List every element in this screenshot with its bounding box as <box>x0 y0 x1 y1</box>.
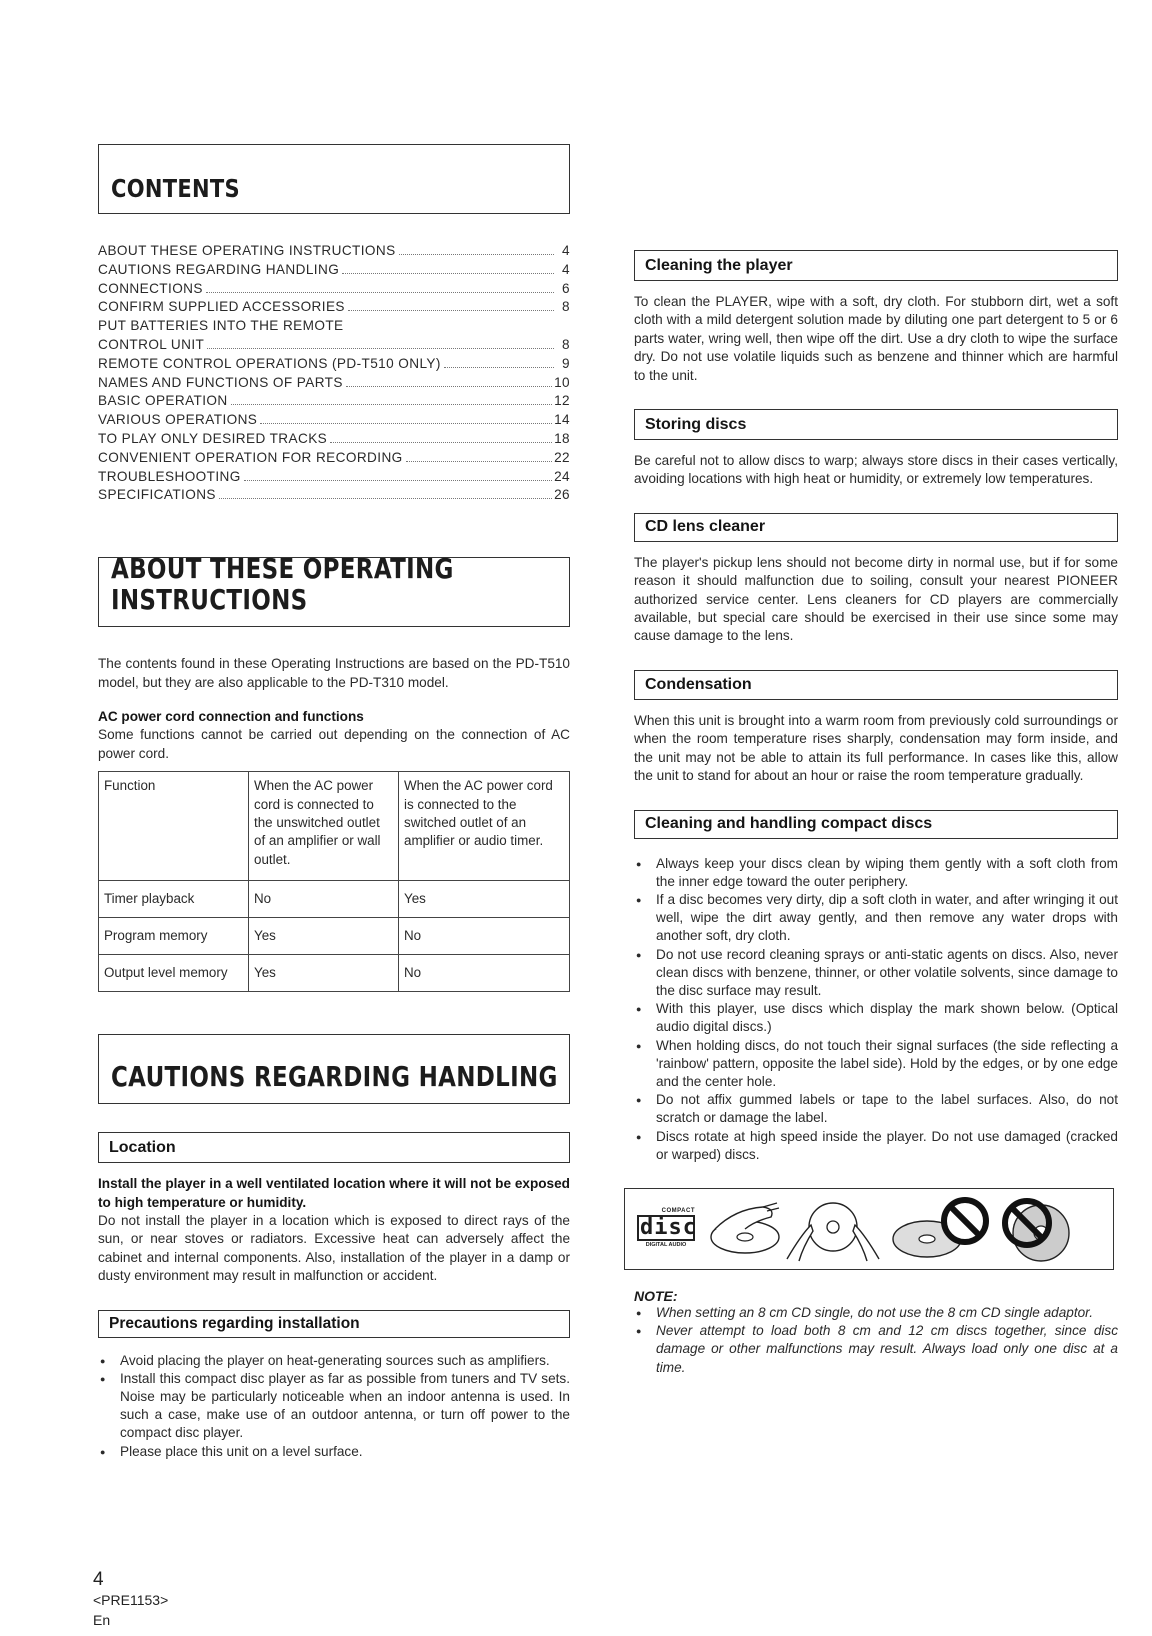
left-column <box>98 144 570 1461</box>
table-header-cell: Function <box>99 772 249 881</box>
toc-item-title: CONTROL UNIT <box>98 336 205 352</box>
list-item: ● Please place this unit on a level surface. <box>98 1443 570 1461</box>
table-header-cell: When the AC power cord is connected to the unswitched outlet of an amplifier or wall outlet. <box>249 772 399 881</box>
list-item: ● When setting an 8 cm CD single, do not use the 8 cm CD single adaptor. <box>634 1304 1118 1322</box>
precautions-title: Precautions regarding installation <box>109 1314 360 1332</box>
cautions-heading-box <box>98 1034 570 1104</box>
logo-main-text: disc <box>637 1215 695 1241</box>
prohibited-label-icon <box>997 1195 1077 1265</box>
toc-item[interactable] <box>98 298 570 317</box>
table-cell: No <box>399 955 570 992</box>
hands-holding-disc-icon <box>783 1195 883 1265</box>
handling-list <box>634 855 1118 1164</box>
about-intro: The contents found in these Operating Instructions are based on the PD-T510 model, but they are also applicable to the PD-T310 model. <box>98 656 570 690</box>
condensation-text: When this unit is brought into a warm room from previously cold surroundings or when the room temperature rises sharply, condensation may form inside, and the unit may not be able to attain its full performance. In cases like this, allow the unit to stand for about an hour or raise the room temperature gradually. <box>634 712 1118 784</box>
list-item: ● Do not affix gummed labels or tape to the label surfaces. Also, do not scratch or damage the label. <box>634 1091 1118 1127</box>
language-code: En <box>93 1612 111 1628</box>
toc-item-title: PUT BATTERIES INTO THE REMOTE <box>98 318 344 334</box>
toc-item[interactable] <box>98 374 570 393</box>
table-cell: Output level memory <box>99 955 249 992</box>
toc-item-page: 18 <box>554 430 570 446</box>
table-row <box>99 955 570 992</box>
table-cell: Yes <box>399 881 570 918</box>
prohibited-touch-icon <box>887 1195 997 1265</box>
toc-item-page: 4 <box>562 261 570 277</box>
toc-item-title: CONFIRM SUPPLIED ACCESSORIES <box>98 299 345 315</box>
lens-text: The player's pickup lens should not become dirty in normal use, but if for some reason it should malfunction due to soiling, consult your nearest PIONEER authorized service center. Lens cleaners for CD players are commercially available, but special care should be exercised in their use since some may cause damage to the lens. <box>634 554 1118 644</box>
location-text: Do not install the player in a location which is exposed to direct rays of the sun, or near stoves or radiators. Excessive heat can adversely affect the cabinet and internal components. Also, installation of the player in a damp or dusty environment may result in malfunction or accident. <box>98 1213 570 1284</box>
list-item: ● With this player, use discs which display the mark shown below. (Optical audio digital discs.) <box>634 1000 1118 1036</box>
lens-heading-box <box>634 513 1118 542</box>
condensation-title: Condensation <box>645 675 752 693</box>
list-item: ● Install this compact disc player as far as possible from tuners and TV sets. Noise may be particularly noticeable when an indoor antenna is used. In such a case, make use of an outdoor antenna, or turn off power to the compact disc player. <box>98 1370 570 1443</box>
table-header-cell: When the AC power cord is connected to the switched outlet of an amplifier or audio timer. <box>399 772 570 881</box>
note-list <box>634 1304 1118 1377</box>
toc-item-page: 9 <box>562 355 570 371</box>
toc-item-page: 10 <box>554 374 570 390</box>
toc-item-title: SPECIFICATIONS <box>98 487 216 503</box>
logo-top-text: COMPACT <box>661 1207 695 1214</box>
table-cell: Program memory <box>99 918 249 955</box>
toc-item[interactable] <box>98 468 570 487</box>
table-cell: No <box>399 918 570 955</box>
toc-item-page: 26 <box>554 487 570 503</box>
toc-item[interactable] <box>98 411 570 430</box>
location-heading-box <box>98 1132 570 1163</box>
location-bold-text: Install the player in a well ventilated location where it will not be exposed to high temperature or humidity. <box>98 1176 570 1210</box>
list-item: ● When holding discs, do not touch their signal surfaces (the side reflecting a 'rainbow' pattern, opposite the label side). Hold by the edges, or by one edge and the center hole. <box>634 1037 1118 1092</box>
toc-item[interactable] <box>98 430 570 449</box>
toc-item-page: 4 <box>562 243 570 258</box>
about-heading-box <box>98 554 570 627</box>
storing-text: Be careful not to allow discs to warp; always store discs in their cases vertically, avoiding locations with high heat or humidity, or extremely low temperatures. <box>634 453 1118 487</box>
toc-item-page: 6 <box>562 280 570 296</box>
table-row <box>99 918 570 955</box>
table-row <box>99 881 570 918</box>
toc-item[interactable] <box>98 317 570 336</box>
toc-item-title: CONNECTIONS <box>98 280 203 296</box>
ac-text: Some functions cannot be carried out depending on the connection of AC power cord. <box>98 727 570 761</box>
toc-item[interactable] <box>98 392 570 411</box>
precautions-heading-box <box>98 1310 570 1338</box>
cleaning-player-text: To clean the PLAYER, wipe with a soft, dry cloth. For stubborn dirt, wet a soft cloth with a mild detergent solution made by diluting one part detergent to 5 or 6 parts water, wring well, then wipe off the dirt. Use a dry cloth to wipe the surface dry. Do not use volatile liquids such as benzene and thinner which are harmful to the unit. <box>634 294 1118 383</box>
hand-wiping-disc-icon <box>705 1199 785 1261</box>
toc-item-page: 22 <box>554 449 570 465</box>
list-item: ● Discs rotate at high speed inside the player. Do not use damaged (cracked or warped) discs. <box>634 1128 1118 1164</box>
toc-item[interactable] <box>98 261 570 280</box>
disc-handling-illustration <box>624 1188 1114 1270</box>
compact-disc-logo <box>637 1207 695 1253</box>
toc-item[interactable] <box>98 280 570 299</box>
location-title: Location <box>109 1138 176 1156</box>
toc-item-page: 8 <box>562 299 570 315</box>
table-cell: Yes <box>249 955 399 992</box>
storing-heading-box <box>634 409 1118 440</box>
toc-item-title: BASIC OPERATION <box>98 393 228 409</box>
handling-heading-box <box>634 810 1118 839</box>
toc-item-title: CONVENIENT OPERATION FOR RECORDING <box>98 449 403 465</box>
contents-title: CONTENTS <box>111 174 240 203</box>
page-footer <box>93 1570 168 1630</box>
page-number: 4 <box>93 1569 104 1590</box>
toc-item[interactable] <box>98 242 570 261</box>
storing-title: Storing discs <box>645 415 747 433</box>
note-title: NOTE: <box>634 1287 678 1304</box>
toc-item-title: REMOTE CONTROL OPERATIONS (PD-T510 ONLY) <box>98 355 441 371</box>
list-item: ● Always keep your discs clean by wiping them gently with a soft cloth from the inner edge toward the outer periphery. <box>634 855 1118 891</box>
logo-bottom-text: DIGITAL AUDIO <box>645 1241 687 1248</box>
toc-item-page: 24 <box>554 468 570 484</box>
contents-heading-box <box>98 144 570 214</box>
table-header-row <box>99 772 570 881</box>
cleaning-player-title: Cleaning the player <box>645 256 793 274</box>
cleaning-player-heading-box <box>634 250 1118 281</box>
toc-item-title: TROUBLESHOOTING <box>98 468 241 484</box>
toc-item-title: NAMES AND FUNCTIONS OF PARTS <box>98 374 343 390</box>
condensation-heading-box <box>634 670 1118 700</box>
right-column <box>634 250 1118 1377</box>
list-item: ● Do not use record cleaning sprays or anti-static agents on discs. Also, never clean discs with benzene, thinner, or other volatile solvents, since damage to the disc surface may result. <box>634 946 1118 1001</box>
toc-item[interactable] <box>98 355 570 374</box>
cautions-title: CAUTIONS REGARDING HANDLING <box>111 1062 558 1094</box>
toc-item[interactable] <box>98 449 570 468</box>
toc-item-page: 8 <box>562 336 570 352</box>
toc-item-title: ABOUT THESE OPERATING INSTRUCTIONS <box>98 243 396 258</box>
table-cell: Yes <box>249 918 399 955</box>
table-cell: Timer playback <box>99 881 249 918</box>
toc-item-title: CAUTIONS REGARDING HANDLING <box>98 261 340 277</box>
toc-item[interactable] <box>98 336 570 355</box>
precautions-list <box>98 1352 570 1461</box>
about-title: ABOUT THESE OPERATING INSTRUCTIONS <box>111 554 454 617</box>
toc-item-page: 14 <box>554 412 570 428</box>
toc-item-title: TO PLAY ONLY DESIRED TRACKS <box>98 430 328 446</box>
toc-item-page: 12 <box>554 393 570 409</box>
table-cell: No <box>249 881 399 918</box>
ac-heading: AC power cord connection and functions <box>98 708 364 724</box>
toc-item[interactable] <box>98 486 570 505</box>
table-of-contents <box>98 242 570 505</box>
list-item: ● Avoid placing the player on heat-generating sources such as amplifiers. <box>98 1352 570 1370</box>
document-code: <PRE1153> <box>93 1592 169 1608</box>
lens-title: CD lens cleaner <box>645 518 766 536</box>
handling-title: Cleaning and handling compact discs <box>645 815 933 832</box>
list-item: ● Never attempt to load both 8 cm and 12 cm discs together, since disc damage or other malfunctions may result. Always load only one disc at a time. <box>634 1322 1118 1377</box>
function-table <box>98 771 570 992</box>
list-item: ● If a disc becomes very dirty, dip a soft cloth in water, and after wringing it out well, wipe the dirt away gently, and then remove any water drops with another soft, dry cloth. <box>634 891 1118 946</box>
toc-item-title: VARIOUS OPERATIONS <box>98 412 258 428</box>
